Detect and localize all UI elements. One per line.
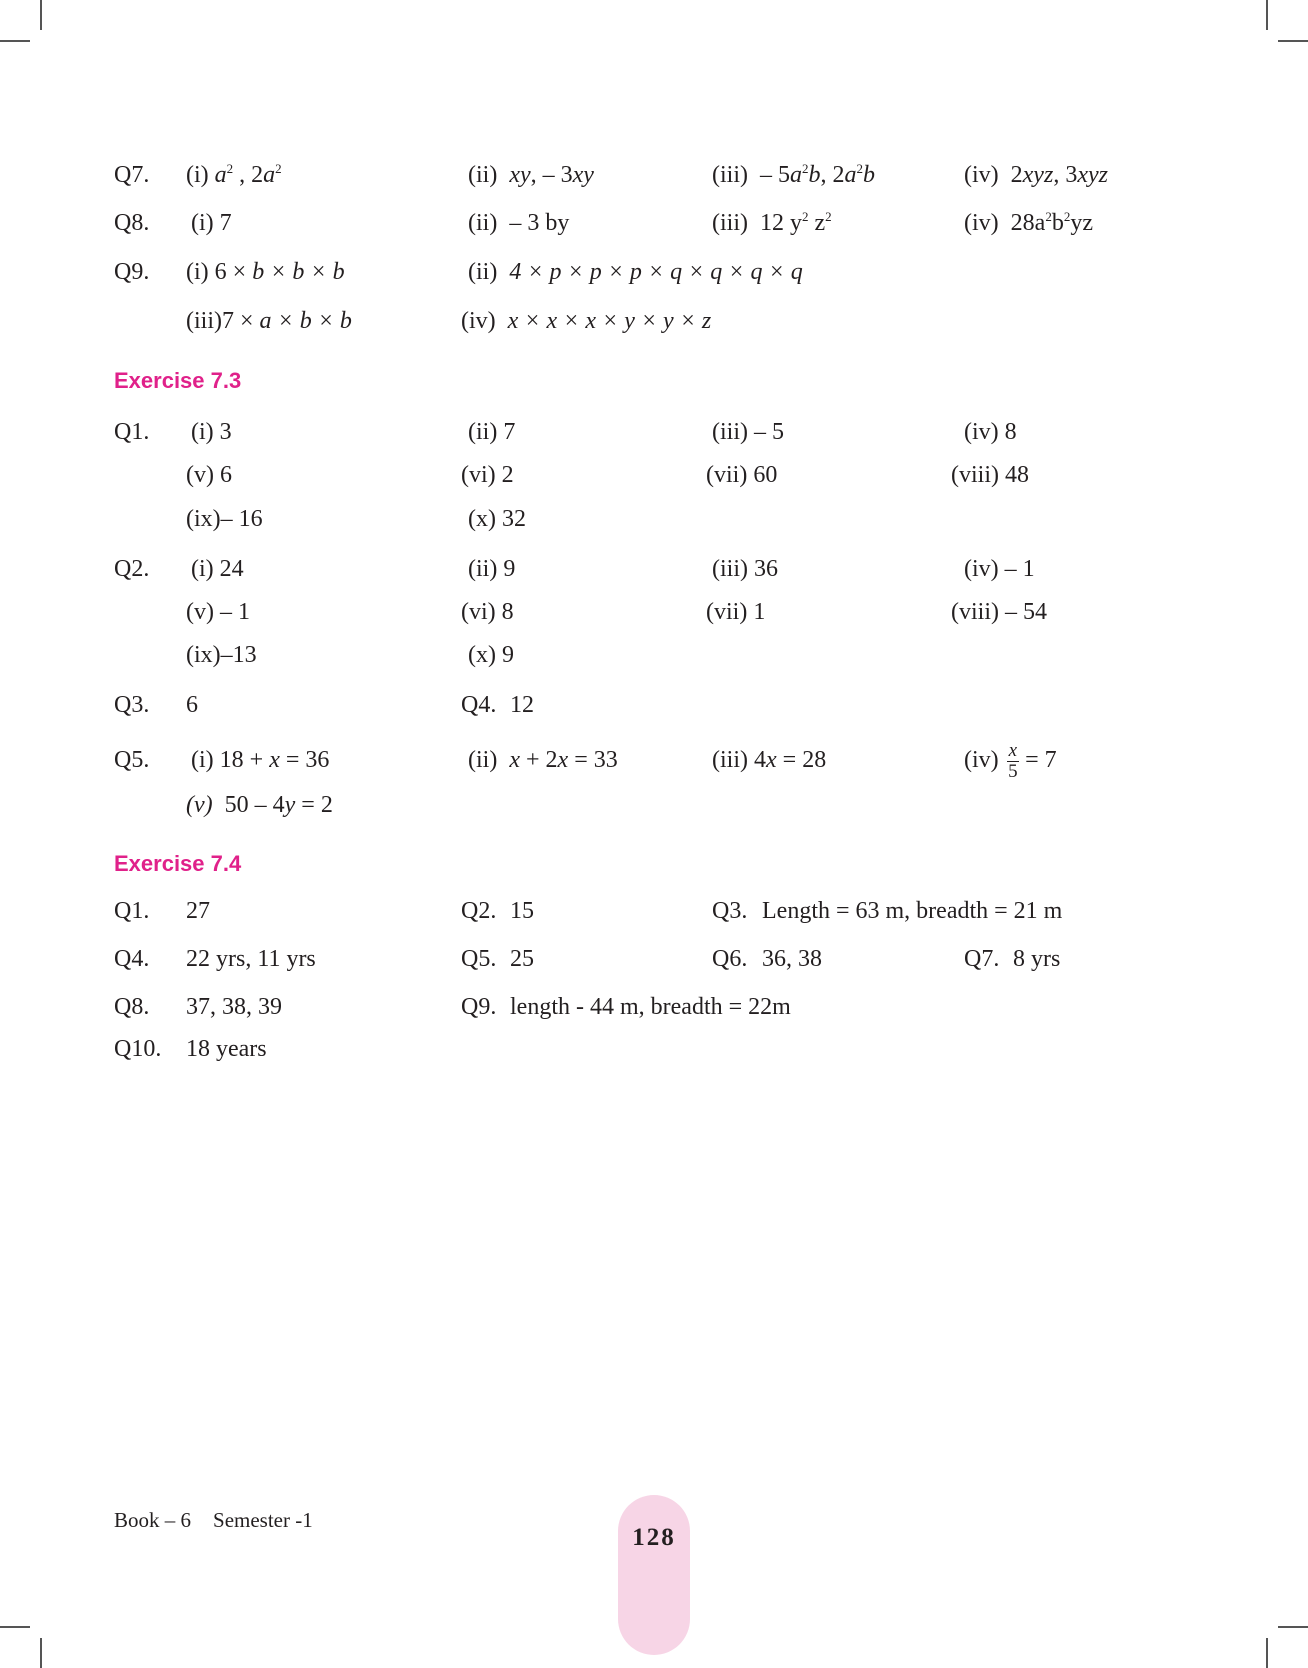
ex73-q2-label: Q2. <box>114 556 150 582</box>
ex74-q4-label: Q4. <box>114 946 150 972</box>
ex73-q4-answer: 12 <box>510 692 534 718</box>
page-number: 128 <box>632 1524 676 1551</box>
ex73-q1-answer: (ii) 7 <box>468 419 516 445</box>
ex74-q2-label: Q2. <box>461 898 497 924</box>
ex74-q8-label: Q8. <box>114 994 150 1020</box>
ex73-q5-answer-ii: (ii) x + 2x = 33 <box>468 747 618 773</box>
page-number-tab <box>618 1495 690 1655</box>
ex74-q5-label: Q5. <box>461 946 497 972</box>
ex73-q2-answer: (iii) 36 <box>712 556 778 582</box>
ex73-q1-answer: (iii) – 5 <box>712 419 784 445</box>
q8-answer-iii: (iii) 12 $y^2$ $z^2$ <box>712 209 832 236</box>
ex73-q2-answer: (i) 24 <box>191 556 244 582</box>
q9-answer-ii: (ii) 4 × p × p × p × q × q × q × q <box>468 259 803 285</box>
ex73-q2-answer: (vi) 8 <box>461 599 514 625</box>
ex74-q4-answer: 22 yrs, 11 yrs <box>186 946 316 972</box>
ex73-q1-label: Q1. <box>114 419 150 445</box>
ex73-q1-answer: (viii) 48 <box>951 462 1029 488</box>
q9-label: Q9. <box>114 259 150 285</box>
ex73-q4-label: Q4. <box>461 692 497 718</box>
ex73-q2-answer: (ii) 9 <box>468 556 516 582</box>
crop-mark <box>40 0 42 30</box>
footer-semester: Semester -1 <box>213 1508 313 1532</box>
exercise-7-3-heading: Exercise 7.3 <box>114 368 242 393</box>
q9-answer-i: (i) 6 × b × b × b <box>186 259 345 285</box>
ex73-q2-answer: (vii) 1 <box>706 599 766 625</box>
q8-answer-ii: (ii) – 3 by <box>468 210 570 236</box>
ex73-q2-answer: (v) – 1 <box>186 599 250 625</box>
ex74-q10-label: Q10. <box>114 1036 162 1062</box>
fraction: $\frac{x}{5}$ <box>1008 739 1018 782</box>
ex73-q1-answer: (vi) 2 <box>461 462 514 488</box>
ex73-q3-answer: 6 <box>186 692 198 718</box>
ex74-q7-label: Q7. <box>964 946 1000 972</box>
ex74-q3-label: Q3. <box>712 898 748 924</box>
crop-mark <box>1278 40 1308 42</box>
ex73-q1-answer: (ix)– 16 <box>186 506 263 532</box>
ex74-q2-answer: 15 <box>510 898 534 924</box>
q8-answer-i: (i) 7 <box>191 210 232 236</box>
ex73-q5-answer-iii: (iii) 4x = 28 <box>712 747 827 773</box>
q8-answer-iv: (iv) $28a^2b^2yz$ <box>964 209 1093 236</box>
ex73-q2-answer: (x) 9 <box>468 642 514 668</box>
ex73-q5-label: Q5. <box>114 747 150 773</box>
q7-answer-iv: (iv) 2xyz, 3xyz <box>964 162 1108 188</box>
q7-answer-ii: (ii) xy, – 3xy <box>468 162 594 188</box>
footer-book: Book – 6 <box>114 1508 192 1532</box>
crop-mark <box>1266 1638 1268 1668</box>
ex73-q1-answer: (v) 6 <box>186 462 232 488</box>
ex73-q2-answer: (ix)–13 <box>186 642 257 668</box>
q8-label: Q8. <box>114 210 150 236</box>
ex74-q6-answer: 36, 38 <box>762 946 822 972</box>
ex73-q2-answer: (viii) – 54 <box>951 599 1047 625</box>
ex73-q1-answer: (iv) 8 <box>964 419 1017 445</box>
q7-label: Q7. <box>114 162 150 188</box>
q9-answer-iv: (iv) x × x × x × y × y × z <box>461 308 712 334</box>
crop-mark <box>0 40 30 42</box>
ex73-q5-answer-i: (i) 18 + x = 36 <box>191 747 330 773</box>
ex74-q8-answer: 37, 38, 39 <box>186 994 282 1020</box>
q7-answer-iii: $(iii) - 5a^2b$, $2a^2b$ <box>712 161 875 188</box>
q7-answer-i: (i) $a^2$ , $2a^2$ <box>186 161 282 188</box>
ex74-q7-answer: 8 yrs <box>1013 946 1061 972</box>
ex74-q6-label: Q6. <box>712 946 748 972</box>
ex73-q3-label: Q3. <box>114 692 150 718</box>
ex74-q10-answer: 18 years <box>186 1036 267 1062</box>
ex74-q1-answer: 27 <box>186 898 210 924</box>
exercise-7-4-heading: Exercise 7.4 <box>114 851 242 876</box>
ex73-q5-answer-v: (v) 50 – 4y = 2 <box>186 792 333 818</box>
ex74-q5-answer: 25 <box>510 946 534 972</box>
ex74-q1-label: Q1. <box>114 898 150 924</box>
q9-answer-iii: (iii)7 × a × b × b <box>186 308 352 334</box>
ex74-q9-label: Q9. <box>461 994 497 1020</box>
crop-mark <box>0 1626 30 1628</box>
crop-mark <box>1278 1626 1308 1628</box>
crop-mark <box>1266 0 1268 30</box>
ex73-q5-answer-iv: (iv) $\frac{x}{5}$ = 7 <box>964 739 1057 782</box>
ex73-q1-answer: (x) 32 <box>468 506 526 532</box>
ex73-q1-answer: (i) 3 <box>191 419 232 445</box>
ex73-q2-answer: (iv) – 1 <box>964 556 1035 582</box>
ex74-q3-answer: Length = 63 m, breadth = 21 m <box>762 898 1063 924</box>
ex74-q9-answer: length - 44 m, breadth = 22m <box>510 994 791 1020</box>
footer-book-info <box>114 1508 335 1533</box>
crop-mark <box>40 1638 42 1668</box>
ex73-q1-answer: (vii) 60 <box>706 462 778 488</box>
